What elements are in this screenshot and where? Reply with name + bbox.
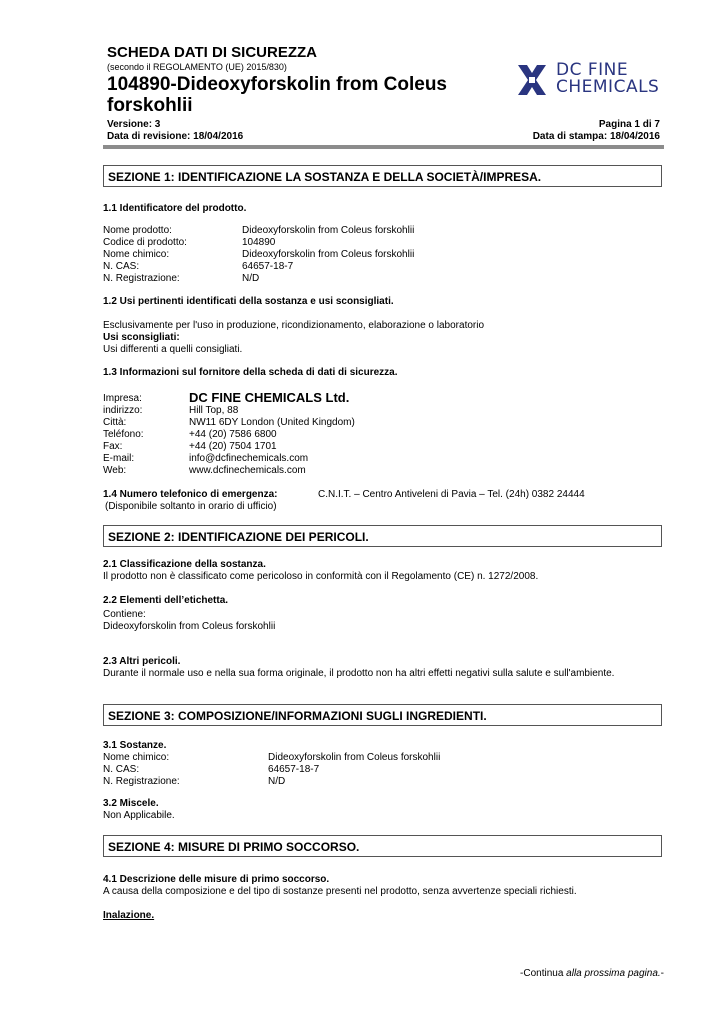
section1-title: SEZIONE 1: IDENTIFICAZIONE LA SOSTANZA E DELLA SOCIETÀ/IMPRESA.	[108, 170, 542, 184]
s23-title: 2.3 Altri pericoli.	[103, 656, 181, 667]
s13-label: E-mail:	[103, 453, 135, 464]
s13-value: NW11 6DY London (United Kingdom)	[189, 417, 355, 428]
s11-label: Nome chimico:	[103, 249, 170, 260]
section2-header	[103, 525, 662, 547]
s14-value: C.N.I.T. – Centro Antiveleni di Pavia – Tel. (24h) 0382 24444	[318, 489, 585, 500]
s13-label: indirizzo:	[103, 405, 143, 416]
section2-title: SEZIONE 2: IDENTIFICAZIONE DEI PERICOLI.	[108, 530, 369, 544]
continue-note	[520, 968, 664, 980]
s21-title: 2.1 Classificazione della sostanza.	[103, 559, 266, 570]
inhalation-heading: Inalazione.	[103, 910, 155, 921]
dc-fine-chemicals-logo-icon	[514, 62, 550, 98]
s11-label: N. Registrazione:	[103, 273, 180, 284]
s31-title: 3.1 Sostanze.	[103, 740, 167, 751]
s13-label: Fax:	[103, 441, 123, 452]
section4-title: SEZIONE 4: MISURE DI PRIMO SOCCORSO.	[108, 840, 360, 854]
s31-value: 64657-18-7	[268, 764, 320, 775]
logo-line2: CHEMICALS	[556, 77, 660, 97]
s13-label: Web:	[103, 465, 127, 476]
s13-value: Hill Top, 88	[189, 405, 239, 416]
s13-value: +44 (20) 7504 1701	[189, 441, 277, 452]
s13-company-name: DC FINE CHEMICALS Ltd.	[189, 390, 350, 405]
version: Versione: 3	[107, 119, 161, 130]
s12-unadvised-label: Usi sconsigliati:	[103, 332, 180, 343]
s22-contains: Contiene:	[103, 609, 146, 620]
s31-value: N/D	[268, 776, 286, 787]
regulation-subtitle: (secondo il REGOLAMENTO (UE) 2015/830)	[107, 62, 287, 72]
company-logo	[514, 60, 664, 100]
s21-text: Il prodotto non è classificato come pericoloso in conformità con il Regolamento (CE) n. 1272/2008.	[103, 571, 539, 582]
s31-label: N. Registrazione:	[103, 776, 180, 787]
s11-value: Dideoxyforskolin from Coleus forskohlii	[242, 225, 415, 236]
s12-unadvised-text: Usi differenti a quelli consigliati.	[103, 344, 243, 355]
s41-title: 4.1 Descrizione delle misure di primo soccorso.	[103, 874, 330, 885]
s41-text: A causa della composizione e del tipo di sostanze presenti nel prodotto, senza avvertenze speciali richiesti.	[103, 886, 577, 897]
s11-label: Nome prodotto:	[103, 225, 172, 236]
s31-value: Dideoxyforskolin from Coleus forskohlii	[268, 752, 441, 763]
s13-value: +44 (20) 7586 6800	[189, 429, 277, 440]
s11-label: Codice di prodotto:	[103, 237, 187, 248]
logo-text	[556, 62, 659, 96]
s11-value: 104890	[242, 237, 276, 248]
s14-title: 1.4 Numero telefonico di emergenza:	[103, 489, 278, 500]
print-date: Data di stampa: 18/04/2016	[532, 131, 660, 142]
s23-text: Durante il normale uso e nella sua forma originale, il prodotto non ha altri effetti negativi sulla salute e sull'ambiente.	[103, 668, 615, 679]
s14-note: (Disponibile soltanto in orario di ufficio)	[105, 501, 277, 512]
s32-text: Non Applicabile.	[103, 810, 175, 821]
s11-value: N/D	[242, 273, 260, 284]
s22-title: 2.2 Elementi dell’etichetta.	[103, 595, 229, 606]
section3-title: SEZIONE 3: COMPOSIZIONE/INFORMAZIONI SUGLI INGREDIENTI.	[108, 709, 487, 723]
s11-value: Dideoxyforskolin from Coleus forskohlii	[242, 249, 415, 260]
s12-text: Esclusivamente per l'uso in produzione, ricondizionamento, elaborazione o laboratorio	[103, 320, 485, 331]
s12-title: 1.2 Usi pertinenti identificati della sostanza e usi sconsigliati.	[103, 296, 394, 307]
continue-italic: alla prossima pagina.	[566, 968, 661, 979]
product-title-line1: 104890-Dideoxyforskolin from Coleus	[107, 74, 447, 95]
section3-header	[103, 704, 662, 726]
section1-header	[103, 165, 662, 187]
header-rule	[103, 145, 664, 149]
s13-title: 1.3 Informazioni sul fornitore della scheda di dati di sicurezza.	[103, 367, 398, 378]
s13-label: Teléfono:	[103, 429, 144, 440]
s13-label: Città:	[103, 417, 127, 428]
s13-company-label: Impresa:	[103, 393, 142, 404]
s22-value: Dideoxyforskolin from Coleus forskohlii	[103, 621, 276, 632]
s11-label: N. CAS:	[103, 261, 140, 272]
page-number: Pagina 1 di 7	[598, 119, 660, 130]
s31-label: Nome chimico:	[103, 752, 170, 763]
s11-value: 64657-18-7	[242, 261, 294, 272]
s13-value: info@dcfinechemicals.com	[189, 453, 309, 464]
product-title-line2: forskohlii	[107, 95, 193, 116]
continue-prefix: -Continua	[520, 968, 567, 979]
s31-label: N. CAS:	[103, 764, 140, 775]
s32-title: 3.2 Miscele.	[103, 798, 159, 809]
s13-value: www.dcfinechemicals.com	[189, 465, 306, 476]
section4-header	[103, 835, 662, 857]
s11-title: 1.1 Identificatore del prodotto.	[103, 203, 247, 214]
continue-suffix: -	[660, 968, 664, 979]
document-title: SCHEDA DATI DI SICUREZZA	[107, 44, 317, 61]
revision-date: Data di revisione: 18/04/2016	[107, 131, 244, 142]
logo-line1: DC FINE	[556, 60, 629, 80]
